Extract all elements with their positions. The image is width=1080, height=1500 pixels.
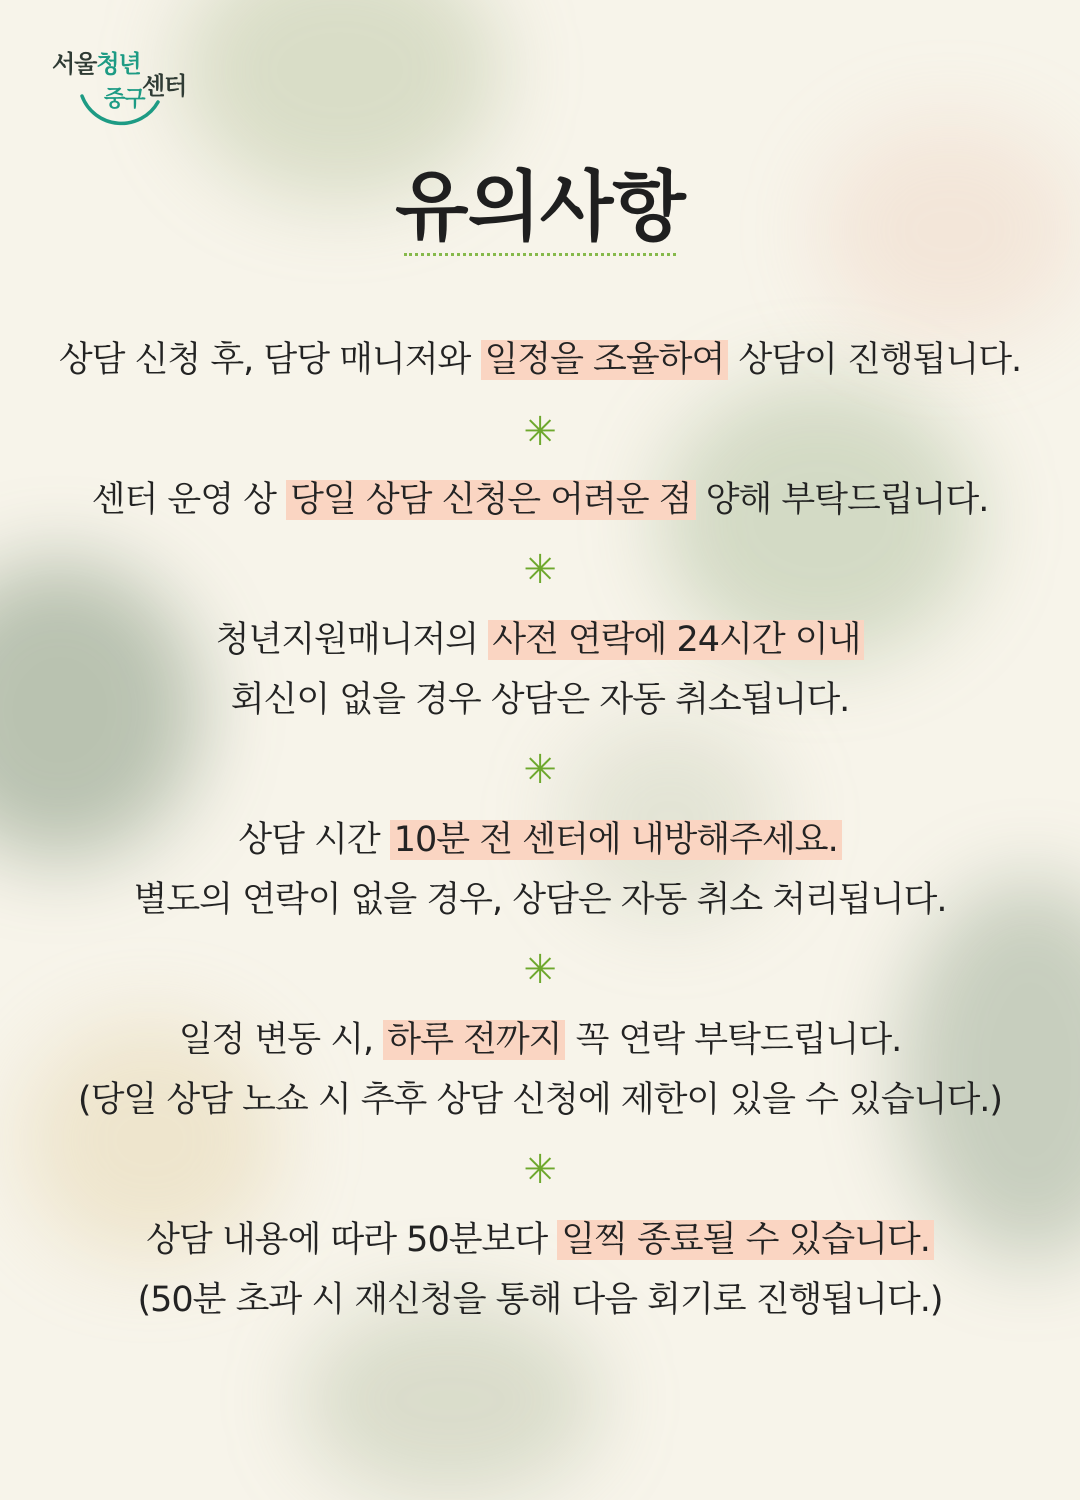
separator-asterisk-icon: ✳ xyxy=(523,547,557,593)
logo-text-junggu: 중구 xyxy=(104,87,145,112)
notice-line xyxy=(0,610,1080,670)
separator-asterisk-icon: ✳ xyxy=(523,947,557,993)
highlighted-text: 일찍 종료될 수 있습니다. xyxy=(557,1220,934,1260)
separator-asterisk-icon: ✳ xyxy=(523,1147,557,1193)
notice-text: 별도의 연락이 없을 경우, 상담은 자동 취소 처리됩니다. xyxy=(133,880,947,920)
separator-asterisk-icon: ✳ xyxy=(523,747,557,793)
notice-text: (당일 상담 노쇼 시 추후 상담 신청에 제한이 있을 수 있습니다.) xyxy=(77,1080,1003,1120)
notice-line xyxy=(0,670,1080,730)
highlighted-text: 10분 전 센터에 내방해주세요. xyxy=(390,820,842,860)
highlighted-text: 하루 전까지 xyxy=(383,1020,565,1060)
title-dotted-underline xyxy=(404,253,676,256)
notice-text: 상담 내용에 따라 50분보다 xyxy=(146,1220,558,1260)
notice-text: 일정 변동 시, xyxy=(178,1020,384,1060)
notice-text: 상담 시간 xyxy=(238,820,390,860)
separator-asterisk-icon: ✳ xyxy=(523,409,557,455)
notice-text: 센터 운영 상 xyxy=(91,480,287,520)
highlighted-text: 사전 연락에 24시간 이내 xyxy=(488,620,864,660)
notice-line xyxy=(0,1210,1080,1270)
page-title: 유의사항 xyxy=(395,162,685,251)
notice-line xyxy=(0,330,1080,390)
highlighted-text: 일정을 조율하여 xyxy=(481,340,729,380)
notice-line xyxy=(0,1270,1080,1330)
notice-text: 상담 신청 후, 담당 매니저와 xyxy=(58,340,481,380)
notice-line xyxy=(0,810,1080,870)
logo xyxy=(46,40,206,140)
logo-text-line1: 서울청년 xyxy=(52,50,141,78)
notice-line xyxy=(0,1070,1080,1130)
logo-text-center: 센터 xyxy=(142,72,187,100)
notice-text: 상담이 진행됩니다. xyxy=(728,340,1022,380)
notice-line xyxy=(0,470,1080,530)
notice-text: (50분 초과 시 재신청을 통해 다음 회기로 진행됩니다.) xyxy=(137,1280,943,1320)
notice-text: 양해 부탁드립니다. xyxy=(695,480,989,520)
notice-text: 청년지원매니저의 xyxy=(215,620,489,660)
notice-line xyxy=(0,1010,1080,1070)
background-blur xyxy=(300,1300,600,1500)
notice-line xyxy=(0,870,1080,930)
notice-text: 회신이 없을 경우 상담은 자동 취소됩니다. xyxy=(230,680,850,720)
highlighted-text: 당일 상담 신청은 어려운 점 xyxy=(286,480,695,520)
notice-text: 꼭 연락 부탁드립니다. xyxy=(565,1020,902,1060)
